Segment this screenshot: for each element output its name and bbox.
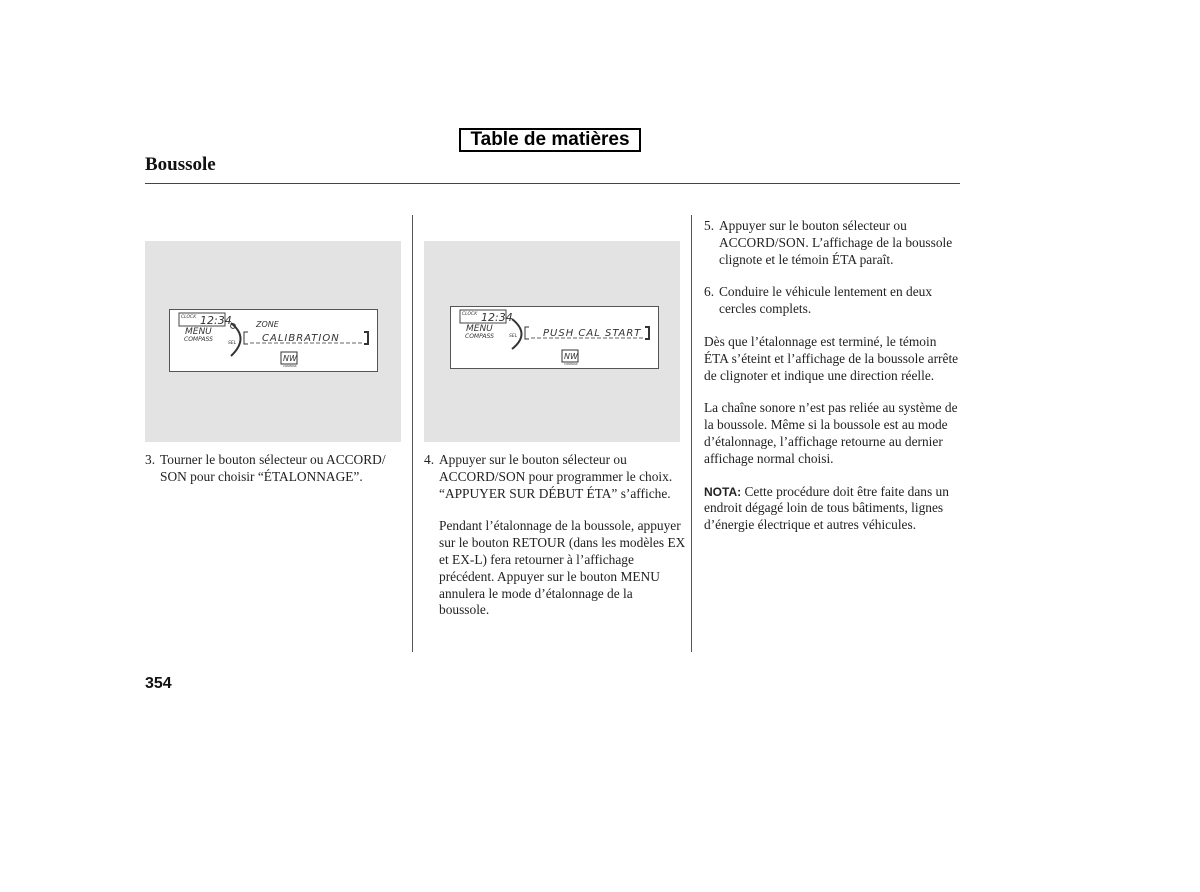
- column-2-text: [424, 452, 686, 619]
- step-5: [704, 218, 962, 268]
- audio-system-paragraph: La chaîne sonore n’est pas reliée au système de la boussole. Même si la boussole est au mode d’étalonnage, l’affichage retourne au dernier affichage normal choisi.: [704, 400, 958, 466]
- push-cal-start-message: PUSH CAL START: [543, 328, 642, 339]
- calibration-complete-paragraph: Dès que l’étalonnage est terminé, le témoin ÉTA s’éteint et l’affichage de la boussole arrête de clignoter et indique une direction réelle.: [704, 333, 959, 383]
- step-number: 6.: [704, 284, 715, 300]
- column-divider-left: [412, 215, 413, 652]
- header-rule: [145, 183, 960, 184]
- sel-label: SEL: [509, 334, 518, 339]
- calibration-note: Pendant l’étalonnage de la boussole, appuyer sur le bouton RETOUR (dans les modèles EX et EX-L) fera retourner à l’affichage précédent. Appuyer sur le bouton MENU annulera le mode d’étalonnage de la boussole.: [439, 518, 686, 618]
- figure-push-cal-start-display: [424, 241, 680, 442]
- lcd-display: [450, 306, 659, 369]
- zone-label: ZONE: [256, 320, 279, 329]
- step-number: 5.: [704, 218, 715, 233]
- lcd-display: [169, 309, 378, 372]
- figure-calibration-display: [145, 241, 401, 442]
- clock-label: CLOCK: [462, 312, 478, 317]
- menu-label: MENU: [185, 327, 212, 337]
- section-title: Boussole: [145, 154, 216, 175]
- step-3: [145, 452, 405, 486]
- time-readout: 12:34: [200, 314, 232, 327]
- step-6: [704, 284, 962, 318]
- nota-paragraph: [704, 484, 962, 534]
- nota-label: NOTA:: [704, 484, 742, 499]
- step-text: Tourner le bouton sélecteur ou ACCORD/ SON pour choisir “ÉTALONNAGE”.: [160, 452, 386, 484]
- heading-caption: COMPASS: [283, 364, 297, 368]
- heading-indicator: NW: [283, 354, 297, 363]
- step-text: Appuyer sur le bouton sélecteur ou ACCORD/SON. L’affichage de la boussole clignote et le témoin ÉTA paraît.: [719, 218, 953, 267]
- step-text: Conduire le véhicule lentement en deux cercles complets.: [719, 284, 933, 317]
- heading-caption: COMPASS: [564, 362, 578, 366]
- column-divider-right: [691, 215, 692, 652]
- compass-label: COMPASS: [465, 333, 494, 340]
- heading-indicator: NW: [564, 352, 578, 361]
- column-3-text: [704, 218, 962, 534]
- time-readout: 12:34: [481, 311, 513, 324]
- sel-label: SEL: [228, 341, 237, 346]
- step-4: [424, 452, 686, 502]
- page-number: 354: [145, 675, 172, 692]
- compass-label: COMPASS: [184, 336, 213, 343]
- step-number: 4.: [424, 452, 435, 467]
- step-number: 3.: [145, 452, 156, 467]
- calibration-message: CALIBRATION: [262, 333, 340, 344]
- menu-label: MENU: [466, 324, 493, 334]
- column-1-text: [145, 452, 405, 486]
- table-of-contents-button[interactable]: Table de matières: [459, 128, 641, 152]
- clock-label: CLOCK: [181, 315, 197, 320]
- step-text: Appuyer sur le bouton sélecteur ou ACCORD/SON pour programmer le choix. “APPUYER SUR DÉBUT ÉTA” s’affiche.: [439, 452, 673, 501]
- nota-text: Cette procédure doit être faite dans un endroit dégagé loin de tous bâtiments, lignes d’énergie électrique et autres véhicules.: [704, 483, 949, 533]
